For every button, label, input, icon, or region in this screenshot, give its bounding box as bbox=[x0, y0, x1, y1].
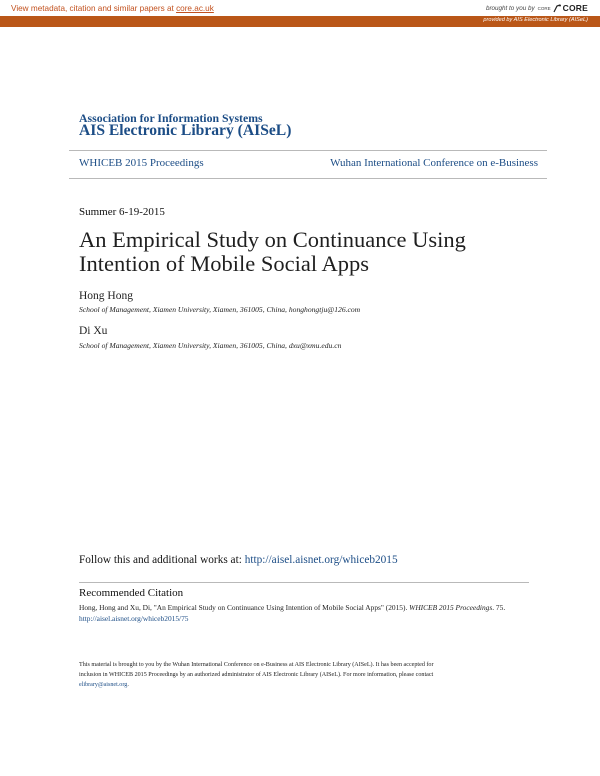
citation-url-link[interactable]: http://aisel.aisnet.org/whiceb2015/75 bbox=[79, 613, 189, 623]
divider-top bbox=[69, 150, 547, 151]
publication-date: Summer 6-19-2015 bbox=[79, 206, 165, 218]
brought-to-you-text: brought to you by bbox=[485, 4, 535, 12]
core-link[interactable]: core.ac.uk bbox=[176, 4, 214, 13]
author-affiliation: School of Management, Xiamen University, Xiamen, 361005, China, honghongtju@126.com bbox=[79, 305, 361, 314]
follow-url-link[interactable]: http://aisel.aisnet.org/whiceb2015 bbox=[244, 554, 398, 566]
follow-line bbox=[79, 554, 398, 566]
author-name: Hong Hong bbox=[79, 290, 133, 302]
notice-line-2: inclusion in WHICEB 2015 Proceedings by an authorized administrator of AIS Electronic Library (AISeL). For more information, please contact bbox=[79, 672, 434, 678]
author-name: Di Xu bbox=[79, 325, 108, 337]
top-metadata-bar bbox=[0, 0, 600, 16]
contact-email-link[interactable]: elibrary@aisnet.org bbox=[79, 682, 128, 688]
citation-heading: Recommended Citation bbox=[79, 587, 184, 599]
conference-link[interactable]: Wuhan International Conference on e-Business bbox=[330, 157, 538, 169]
paper-title-line-1: An Empirical Study on Continuance Using bbox=[79, 227, 466, 252]
core-logo bbox=[538, 3, 588, 13]
metadata-text: View metadata, citation and similar papers at bbox=[11, 4, 177, 13]
core-branding[interactable] bbox=[486, 3, 588, 13]
follow-text: Follow this and additional works at: bbox=[79, 554, 245, 566]
citation-text: Hong, Hong and Xu, Di, "An Empirical Study on Continuance Using Intention of Mobile Social Apps" (2015). bbox=[79, 603, 410, 612]
author-affiliation: School of Management, Xiamen University, Xiamen, 361005, China, dxu@xmu.edu.cn bbox=[79, 341, 342, 350]
association-name[interactable]: Association for Information Systems bbox=[79, 111, 263, 125]
core-swoosh-icon bbox=[553, 4, 561, 13]
paper-title[interactable] bbox=[79, 228, 466, 276]
library-name[interactable]: AIS Electronic Library (AISeL) bbox=[79, 122, 292, 139]
core-small-label: CORE bbox=[537, 5, 551, 11]
notice-block bbox=[79, 660, 519, 690]
citation-divider bbox=[79, 582, 529, 583]
divider-bottom bbox=[69, 178, 547, 179]
provider-text: provided by AIS Electronic Library (AISeL) bbox=[483, 17, 588, 23]
core-wordmark: CORE bbox=[562, 3, 588, 13]
provider-bar bbox=[0, 16, 600, 27]
notice-line-1: This material is brought to you by the Wuhan International Conference on e-Business at AIS Electronic Library (AISeL). It has been accepted for bbox=[79, 662, 434, 668]
metadata-notice bbox=[11, 4, 214, 13]
paper-title-line-2: Intention of Mobile Social Apps bbox=[79, 251, 369, 276]
citation-proceedings: WHICEB 2015 Proceedings bbox=[409, 603, 493, 612]
notice-tail: . bbox=[127, 682, 129, 688]
citation-tail: . 75. bbox=[492, 603, 506, 612]
citation-block bbox=[79, 603, 534, 624]
proceedings-link[interactable]: WHICEB 2015 Proceedings bbox=[79, 157, 204, 169]
